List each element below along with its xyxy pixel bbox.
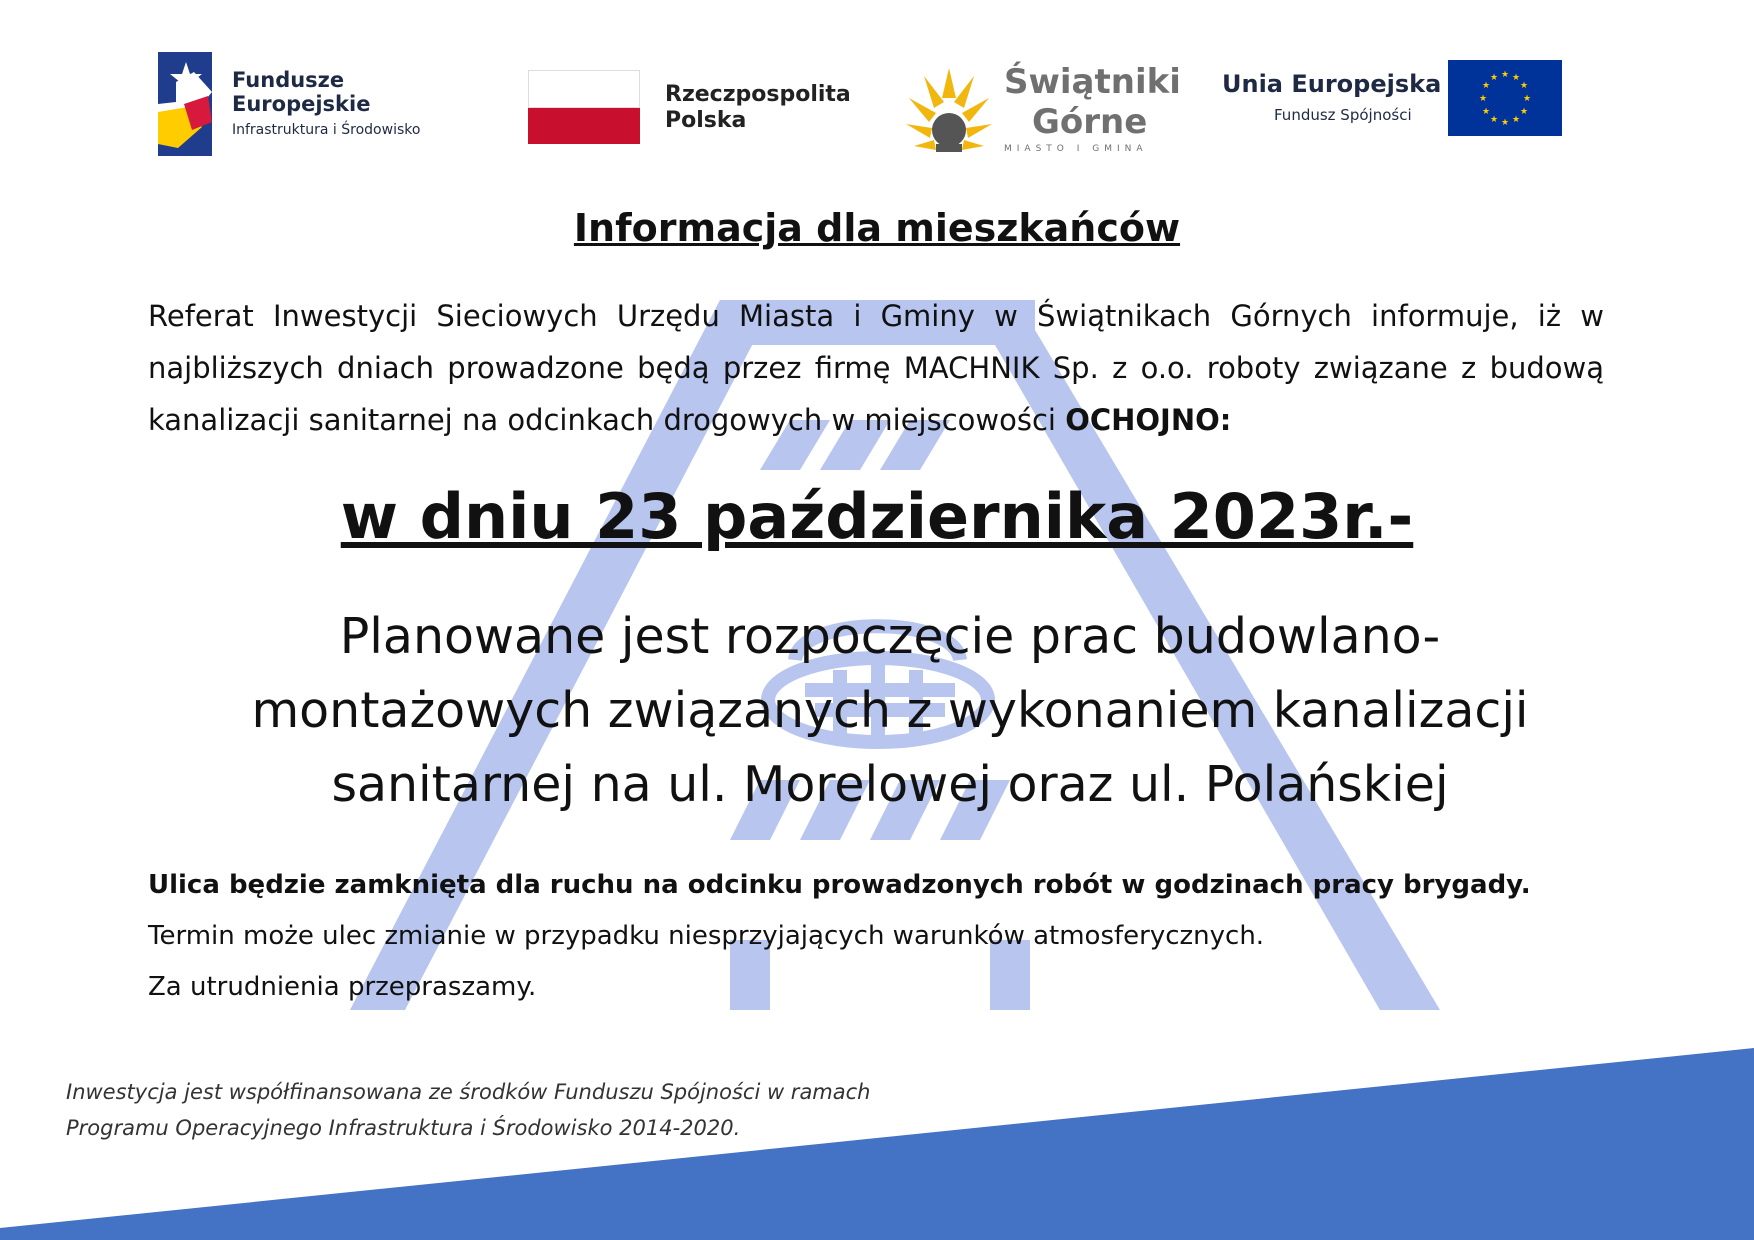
eu-stars-icon bbox=[1448, 60, 1562, 136]
notice-line-weather: Termin może ulec zmianie w przypadku niesprzyjających warunków atmosferycznych. bbox=[148, 921, 1265, 951]
notice-heading-text: Informacja dla mieszkańców bbox=[573, 206, 1181, 250]
work-date-text: w dniu 23 października 2023r.- bbox=[340, 480, 1414, 553]
svg-text:★: ★ bbox=[1489, 73, 1499, 83]
svg-text:★: ★ bbox=[1500, 70, 1510, 80]
svg-text:★: ★ bbox=[1519, 81, 1529, 91]
funding-footer bbox=[66, 1074, 966, 1146]
fe-star-icon bbox=[158, 52, 212, 156]
polish-flag-white bbox=[528, 70, 640, 108]
notice-line-closure: Ulica będzie zamknięta dla ruchu na odcinku prowadzonych robót w godzinach pracy brygady. bbox=[148, 870, 1531, 900]
svg-text:★: ★ bbox=[1511, 115, 1521, 125]
rp-logo-line2: Polska bbox=[665, 108, 747, 133]
intro-paragraph bbox=[148, 290, 1604, 446]
footer-line2: Programu Operacyjnego Infrastruktura i Środowisko 2014-2020. bbox=[66, 1116, 741, 1140]
intro-place: OCHOJNO: bbox=[1065, 403, 1232, 437]
svg-text:★: ★ bbox=[1519, 107, 1529, 117]
ue-logo-line1: Unia Europejska bbox=[1222, 70, 1442, 98]
sun-crest-icon bbox=[904, 58, 994, 158]
polish-flag-red bbox=[528, 108, 640, 144]
rzeczpospolita-polska-logo bbox=[528, 70, 858, 150]
unia-europejska-logo bbox=[1222, 60, 1562, 140]
sg-logo-line1: Świątniki bbox=[1004, 62, 1181, 102]
fe-logo-line2: Europejskie bbox=[232, 92, 371, 116]
notice-line-apology: Za utrudnienia przepraszamy. bbox=[148, 972, 537, 1002]
svg-text:★: ★ bbox=[1478, 94, 1488, 104]
svg-text:★: ★ bbox=[1489, 115, 1499, 125]
planned-works-text: Planowane jest rozpoczęcie prac budowlano-montażowych związanych z wykonaniem kanalizacji sanitarnej na ul. Morelowej oraz ul. Polańskiej bbox=[251, 608, 1529, 813]
svg-text:★: ★ bbox=[1481, 81, 1491, 91]
eu-flag-icon bbox=[1448, 60, 1562, 136]
svg-text:★: ★ bbox=[1511, 73, 1521, 83]
work-date bbox=[0, 480, 1754, 553]
sg-logo-line3: MIASTO I GMINA bbox=[1004, 144, 1148, 154]
footer-line1: Inwestycja jest współfinansowana ze środków Funduszu Spójności w ramach bbox=[66, 1080, 871, 1104]
traffic-notice bbox=[148, 860, 1608, 1013]
intro-text: Referat Inwestycji Sieciowych Urzędu Miasta i Gminy w Świątnikach Górnych informuje, iż w najbliższych dniach prowadzone będą przez firmę MACHNIK Sp. z o.o. roboty związane z budową kanalizacji sanitarnej na odcinkach drogowych w miejscowości bbox=[148, 299, 1604, 437]
svg-text:★: ★ bbox=[1500, 118, 1510, 128]
fe-logo-line3: Infrastruktura i Środowisko bbox=[232, 122, 421, 138]
fe-logo-line1: Fundusze bbox=[232, 68, 345, 92]
notice-heading bbox=[0, 206, 1754, 250]
rp-logo-line1: Rzeczpospolita bbox=[665, 82, 851, 107]
swiatniki-gorne-logo bbox=[904, 58, 1204, 158]
ue-logo-line2: Fundusz Spójności bbox=[1274, 106, 1412, 124]
fundusze-europejskie-logo bbox=[158, 52, 458, 156]
svg-text:★: ★ bbox=[1522, 94, 1532, 104]
svg-text:★: ★ bbox=[1481, 107, 1491, 117]
sg-logo-line2: Górne bbox=[1032, 102, 1148, 142]
